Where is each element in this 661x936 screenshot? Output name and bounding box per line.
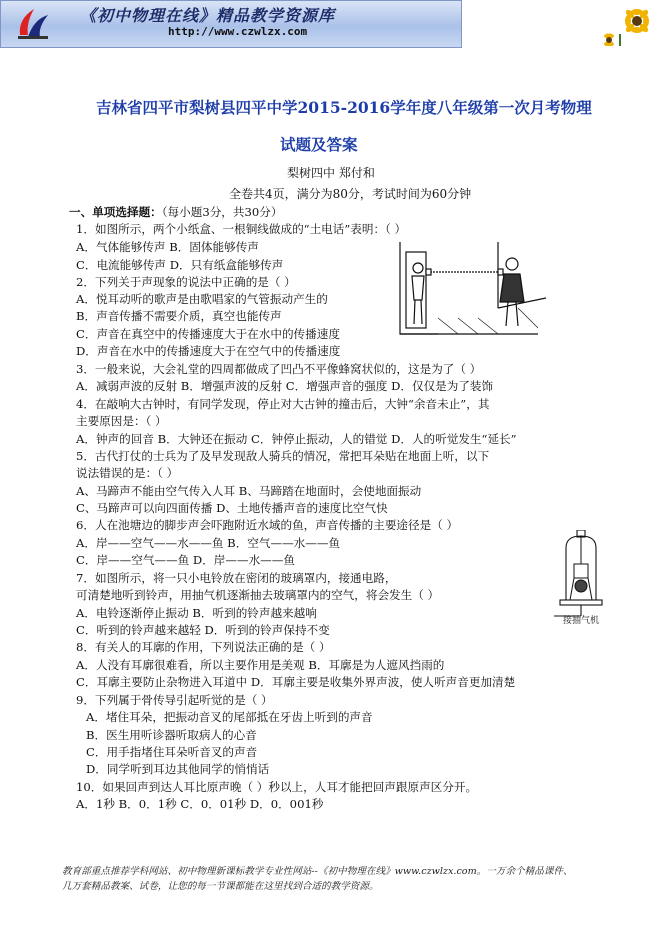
question-5: 5．古代打仗的士兵为了及早发现敌人骑兵的情况，常把耳朵贴在地面上听，以下 [76, 449, 490, 463]
q5-options-ab: A、马蹄声不能由空气传入人耳 B、马蹄踏在地面时，会使地面振动 [76, 484, 422, 498]
site-logo [14, 5, 52, 41]
question-10: 10．如果回声到达人耳比原声晚（ ）秒以上，人耳才能把回声跟原声区分开。 [76, 780, 478, 794]
q7-options-ab: A．电铃逐渐停止振动 B．听到的铃声越来越响 [76, 606, 317, 620]
question-7: 7．如图所示，将一只小电铃放在密闭的玻璃罩内，接通电路， [76, 571, 397, 585]
q5-options-cd: C、马蹄声可以向四面传播 D、土地传播声音的速度比空气快 [76, 501, 388, 515]
page-title-line2: 试题及答案 [280, 135, 358, 154]
author-line: 梨树四中 郑付和 [287, 166, 375, 180]
question-8: 8．有关人的耳廓的作用，下列说法正确的是（ ） [76, 640, 331, 654]
q9-option-a: A．堵住耳朵，把振动音叉的尾部抵在牙齿上听到的声音 [86, 710, 373, 724]
q9-option-b: B．医生用听诊器听取病人的心音 [86, 728, 257, 742]
q8-options-ab: A．人没有耳廓很难看，所以主要作用是美观 B．耳廓是为人遮风挡雨的 [76, 658, 445, 672]
section-note: （每小题3分，共30分） [161, 205, 283, 219]
question-4: 4．在敲响大古钟时，有同学发现，停止对大古钟的撞击后，大钟“余音未止”，其 [76, 397, 490, 411]
header-banner [0, 0, 462, 48]
bell-jar-figure [552, 530, 610, 622]
page-title-line1: 吉林省四平市梨树县四平中学2015-2016学年度八年级第一次月考物理 [96, 98, 592, 117]
section-heading [69, 205, 282, 219]
q7-options-cd: C．听到的铃声越来越轻 D．听到的铃声保持不变 [76, 623, 330, 637]
question-5-cont: 说法错误的是：（ ） [76, 466, 179, 480]
question-2: 2．下列关于声现象的说法中正确的是（ ） [76, 275, 296, 289]
q2-option-a: A．悦耳动听的歌声是由歌唱家的气管振动产生的 [76, 292, 328, 306]
q6-options-cd: C．岸——空气——鱼 D．岸——水——鱼 [76, 553, 295, 567]
q3-options: A．减弱声波的反射 B．增强声波的反射 C．增强声音的强度 D．仅仅是为了装饰 [76, 379, 494, 393]
string-telephone-figure [398, 238, 548, 338]
q4-options: A．钟声的回音 B．大钟还在振动 C．钟停止振动，人的错觉 D．人的听觉发生“延长” [76, 432, 517, 446]
q2-option-d: D．声音在水中的传播速度大于在空气中的传播速度 [76, 344, 341, 358]
q10-options: A．1秒 B．0．1秒 C．0．01秒 D．0．001秒 [76, 797, 324, 811]
banner-title: 《初中物理在线》精品教学资源库 [80, 6, 336, 25]
footer-line-2: 几万套精品教案、试卷，让您的每一节课都能在这里找到合适的教学资源。 [62, 881, 379, 892]
figure-label-pump: 接抽气机 [563, 616, 600, 626]
question-3: 3．一般来说，大会礼堂的四周都做成了凹凸不平像蜂窝状似的，这是为了（ ） [76, 362, 482, 376]
question-4-cont: 主要原因是：（ ） [76, 414, 167, 428]
question-9: 9．下列属于骨传导引起听觉的是（ ） [76, 693, 273, 707]
question-6: 6．人在池塘边的脚步声会吓跑附近水域的鱼，声音传播的主要途径是（ ） [76, 518, 459, 532]
section-title: 一、单项选择题： [69, 205, 162, 219]
q1-options-cd: C．电流能够传声 D．只有纸盒能够传声 [76, 258, 284, 272]
banner-url[interactable]: http://www.czwlzx.com [168, 25, 308, 38]
q6-options-ab: A．岸——空气——水——鱼 B．空气——水——鱼 [76, 536, 341, 550]
question-1: 1．如图所示，两个小纸盒、一根铜线做成的“土电话”表明：（ ） [76, 222, 407, 236]
q2-option-c: C．声音在真空中的传播速度大于在水中的传播速度 [76, 327, 340, 341]
q1-options-ab: A．气体能够传声 B．固体能够传声 [76, 240, 259, 254]
exam-info: 全卷共4页，满分为80分，考试时间为60分钟 [229, 187, 472, 201]
question-7-cont: 可清楚地听到铃声，用抽气机逐渐抽去玻璃罩内的空气，将会发生（ ） [76, 588, 440, 602]
footer-line-1: 教育部重点推荐学科网站、初中物理新课标教学专业性网站--《初中物理在线》www.czwlzx.com。一万余个精品课件、 [62, 866, 573, 877]
q2-option-b: B．声音传播不需要介质，真空也能传声 [76, 309, 282, 323]
q8-options-cd: C．耳廓主要防止杂物进入耳道中 D．耳廓主要是收集外界声波，使人听声音更加清楚 [76, 675, 516, 689]
q9-option-c: C．用手指堵住耳朵听音叉的声音 [86, 745, 258, 759]
q9-option-d: D．同学听到耳边其他同学的悄悄话 [86, 762, 270, 776]
